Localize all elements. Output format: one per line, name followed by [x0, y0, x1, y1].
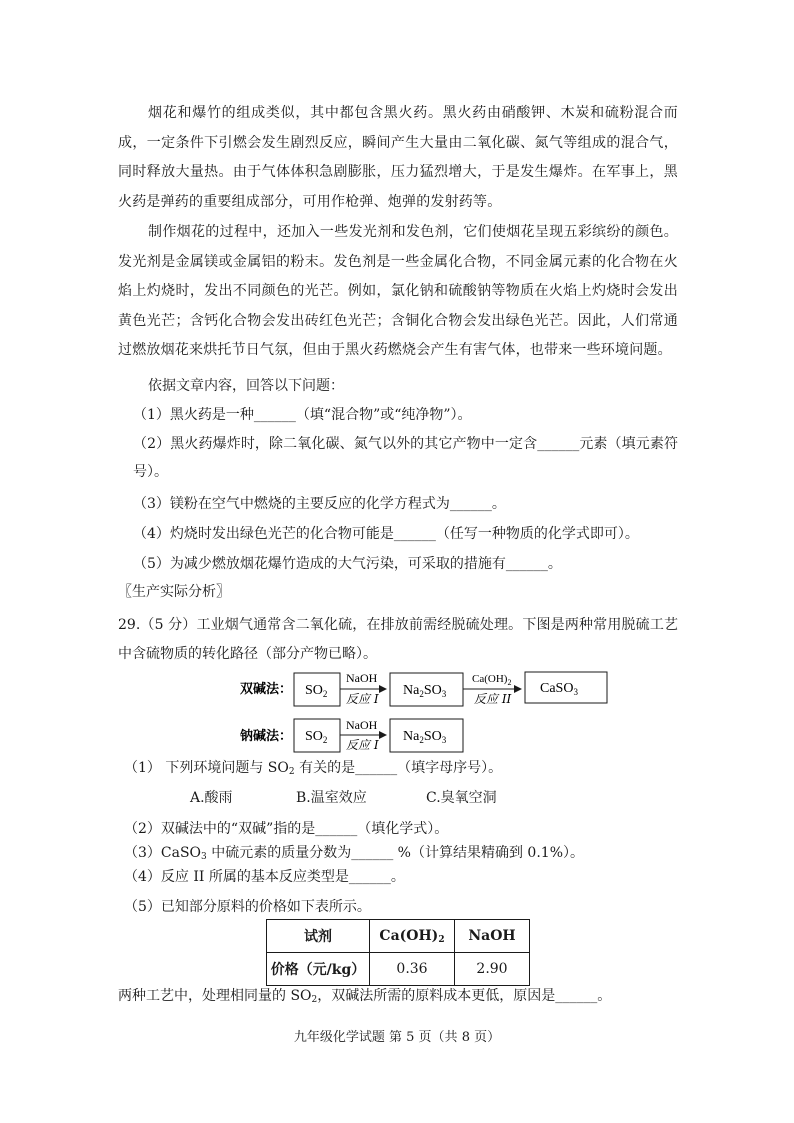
- naoh-label-double: NaOH: [346, 671, 378, 685]
- article-paragraph-1: 烟花和爆竹的组成类似，其中都包含黑火药。黑火药由硝酸钾、木炭和硫粉混合而成，一定条件下引燃会发生剧烈反应，瞬间产生大量由二氧化碳、氮气等组成的混合气，同时释放大量热。由于气体体积急剧膨胀，压力猛烈增大，于是发生爆炸。在军事上，黑火药是弹药的重要组成部分，可用作枪弹、炮弹的发射药等。: [118, 105, 678, 210]
- question-2: （2）黑火药爆炸时，除二氧化碳、氮气以外的其它产物中一定含______元素（填元素符号）。: [133, 436, 678, 480]
- problem-29-stem: 29.（5 分）工业烟气通常含二氧化硫，在排放前需经脱硫处理。下图是两种常用脱硫工艺中含硫物质的转化路径（部分产物已略）。: [118, 617, 678, 662]
- na2so3-text-sodium: $Na_2SO_3$: [403, 729, 447, 745]
- page-footer: 九年级化学试题 第 5 页（共 8 页）: [293, 1030, 501, 1045]
- double-alkali-label: 双碱法：: [240, 682, 293, 697]
- caso3-text: CaSO$_3$: [540, 681, 578, 697]
- subquestion-4: （4）反应 II 所属的基本反应类型是______。: [124, 869, 405, 885]
- option-b: B.温室效应: [296, 790, 367, 806]
- subquestion-2: （2）双碱法中的“双碱”指的是______（填化学式）。: [124, 821, 449, 837]
- so2-text-sodium: $SO_2$: [305, 729, 328, 745]
- table-header-naoh: NaOH: [455, 920, 530, 953]
- table-header-reagent: 试剂: [267, 920, 370, 953]
- reaction-2-label: 反应 II: [474, 692, 512, 706]
- table-row-label: 价格（元/kg）: [267, 953, 370, 986]
- subquestion-3: （3）CaSO$_3$ 中硫元素的质量分数为______ %（计算结果精确到 0.1%）。: [124, 845, 585, 862]
- section-heading: 〖生产实际分析〗: [118, 584, 230, 600]
- question-5: （5）为减少燃放烟花爆竹造成的大气污染，可采取的措施有______。: [133, 556, 562, 572]
- option-a: A.酸雨: [190, 790, 233, 806]
- subquestion-1: （1） 下列环境问题与 $SO_2$ 有关的是______（填字母序号）。: [124, 760, 503, 777]
- question-3: （3）镁粉在空气中燃烧的主要反应的化学方程式为______。: [133, 496, 506, 512]
- reaction-1-label-double: 反应 I: [346, 692, 379, 706]
- table-header-row: [267, 920, 530, 953]
- caoh2-label-diagram: $Ca(OH)_2$: [472, 673, 512, 687]
- table-row: [267, 953, 530, 986]
- sodium-alkali-label: 钠碱法：: [240, 729, 293, 744]
- question-1: （1）黑火药是一种______（填“混合物”或“纯净物”）。: [133, 407, 472, 423]
- na2so3-text-double: $Na_2SO_3$: [403, 683, 447, 699]
- questions-intro: 依据文章内容，回答以下问题：: [148, 378, 344, 394]
- subquestion-5-final: 两种工艺中，处理相同量的 $SO_2$，双碱法所需的原料成本更低，原因是______。: [118, 988, 612, 1005]
- article-paragraph-2: 制作烟花的过程中，还加入一些发光剂和发色剂，它们使烟花呈现五彩缤纷的颜色。发光剂是金属镁或金属铝的粉末。发色剂是一些金属化合物，不同金属元素的化合物在火焰上灼烧时，发出不同颜色的光芒。例如，氯化钠和硫酸钠等物质在火焰上灼烧时会发出黄色光芒；含钙化合物会发出砖红色光芒；含铜化合物会发出绿色光芒。因此，人们常通过燃放烟花来烘托节日气氛，但由于黑火药燃烧会产生有害气体，也带来一些环境问题。: [118, 224, 678, 359]
- question-4: （4）灼烧时发出绿色光芒的化合物可能是______（任写一种物质的化学式即可）。: [133, 526, 639, 542]
- table-cell-caoh2-price: 0.36: [370, 953, 455, 986]
- table-header-caoh2: $Ca(OH)_2$: [370, 920, 455, 953]
- reaction-1-label-sodium: 反应 I: [346, 738, 379, 752]
- price-table: [266, 919, 530, 986]
- option-c: C.臭氧空洞: [426, 790, 497, 806]
- naoh-label-sodium: NaOH: [346, 718, 378, 732]
- so2-text-double: $SO_2$: [305, 683, 328, 699]
- table-cell-naoh-price: 2.90: [455, 953, 530, 986]
- subquestion-5: （5）已知部分原料的价格如下表所示。: [124, 899, 371, 915]
